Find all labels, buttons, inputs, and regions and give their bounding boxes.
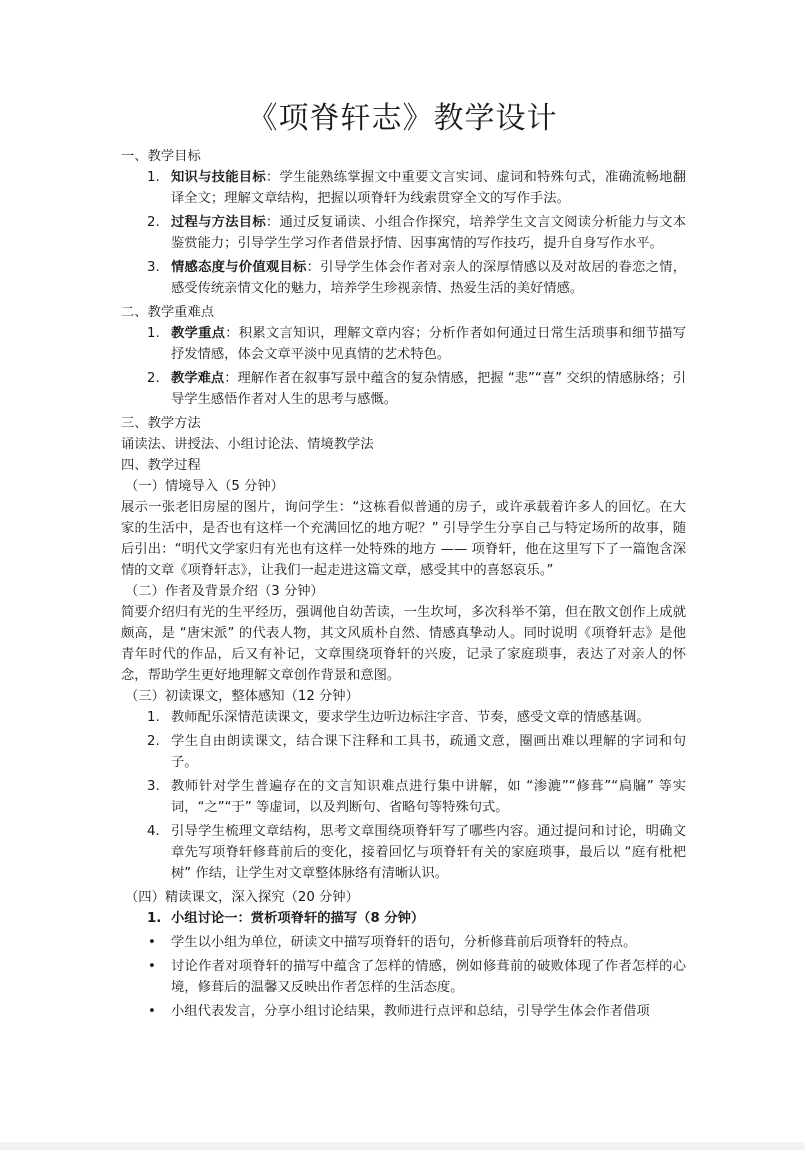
document-body — [121, 146, 686, 1025]
background-paragraph: 简要介绍归有光的生平经历，强调他自幼苦读，一生坎坷，多次科举不第，但在散文创作上成就颇高，是 “唐宋派” 的代表人物，其文风质朴自然、情感真挚动人。同时说明《项脊轩志》是他青年时代的作品，后又有补记，文章围绕项脊轩的兴废，记录了家庭琐事，表达了对亲人的怀念，帮助学生更好地理解文章创作背景和意图。 — [121, 605, 686, 683]
page-bottom-edge — [0, 1142, 805, 1150]
list-item: 3. 教师针对学生普遍存在的文言知识难点进行集中讲解，如 “渗漉”“修葺”“扃牖” 等实词，“之”“于” 等虚词，以及判断句、省略句等特殊句式。 — [147, 779, 686, 815]
first-reading-list — [121, 707, 686, 884]
objectives-list — [121, 167, 686, 299]
document-title: 《项脊轩志》教学设计 — [247, 101, 558, 136]
subsection-heading-background: （二）作者及背景介绍（3 分钟） — [125, 584, 324, 599]
close-reading-list — [121, 908, 686, 929]
section-heading-key-points: 二、教学重难点 — [121, 305, 215, 320]
subsection-heading-close-reading: （四）精读课文，深入探究（20 分钟） — [125, 890, 359, 905]
list-item: • 学生以小组为单位，研读文中描写项脊轩的语句，分析修葺前后项脊轩的特点。 — [148, 935, 637, 950]
list-item: 1. 知识与技能目标：学生能熟练掌握文中重要文言实词、虚词和特殊句式，准确流畅地翻译全文；理解文章结构，把握以项脊轩为线索贯穿全文的写作手法。 — [147, 170, 687, 206]
list-item: 2. 学生自由朗读课文，结合课下注释和工具书，疏通文意，圈画出难以理解的字词和句子。 — [147, 734, 686, 770]
key-points-list — [121, 323, 686, 410]
list-item: 2. 过程与方法目标：通过反复诵读、小组合作探究，培养学生文言文阅读分析能力与文本鉴赏能力；引导学生学习作者借景抒情、因事寓情的写作技巧，提升自身写作水平。 — [147, 215, 687, 251]
section-heading-objectives: 一、教学目标 — [121, 149, 201, 164]
list-item: • 小组代表发言，分享小组讨论结果，教师进行点评和总结，引导学生体会作者借项 — [148, 1004, 650, 1019]
list-item: 1. 教师配乐深情范读课文，要求学生边听边标注字音、节奏，感受文章的情感基调。 — [147, 710, 650, 725]
list-item: • 讨论作者对项脊轩的描写中蕴含了怎样的情感，例如修葺前的破败体现了作者怎样的心境，修葺后的温馨又反映出作者怎样的生活态度。 — [148, 959, 686, 995]
list-item: 4. 引导学生梳理文章结构，思考文章围绕项脊轩写了哪些内容。通过提问和讨论，明确文章先写项脊轩修葺前后的变化，接着回忆与项脊轩有关的家庭琐事，最后以 “庭有枇杷树” 作结，让学生对文章整体脉络有清晰认识。 — [147, 824, 686, 881]
section-heading-methods: 三、教学方法 — [121, 416, 201, 431]
list-item: 2. 教学难点：理解作者在叙事写景中蕴含的复杂情感，把握 “悲”“喜” 交织的情感脉络；引导学生感悟作者对人生的思考与感慨。 — [147, 371, 686, 407]
list-item: 3. 情感态度与价值观目标：引导学生体会作者对亲人的深厚情感以及对故居的眷恋之情，感受传统亲情文化的魅力，培养学生珍视亲情、热爱生活的美好情感。 — [147, 260, 687, 296]
subsection-heading-first-reading: （三）初读课文，整体感知（12 分钟） — [125, 689, 359, 704]
list-item: 1. 小组讨论一：赏析项脊轩的描写（8 分钟） — [147, 911, 425, 926]
methods-text: 诵读法、讲授法、小组讨论法、情境教学法 — [121, 437, 374, 452]
discussion-bullets — [121, 932, 686, 1022]
list-item: 1. 教学重点：积累文言知识，理解文章内容；分析作者如何通过日常生活琐事和细节描写抒发情感，体会文章平淡中见真情的艺术特色。 — [147, 326, 687, 362]
subsection-heading-intro: （一）情境导入（5 分钟） — [125, 479, 284, 494]
intro-paragraph: 展示一张老旧房屋的图片，询问学生：“这栋看似普通的房子，或许承载着许多人的回忆。在大家的生活中，是否也有这样一个充满回忆的地方呢？” 引导学生分享自己与特定场所的故事，随后引出：“明代文学家归有光也有这样一处特殊的地方 —— 项脊轩，他在这里写下了一篇饱含深情的文章《项脊轩志》，让我们一起走进这篇文章，感受其中的喜怒哀乐。” — [121, 500, 686, 578]
section-heading-process: 四、教学过程 — [121, 458, 201, 473]
